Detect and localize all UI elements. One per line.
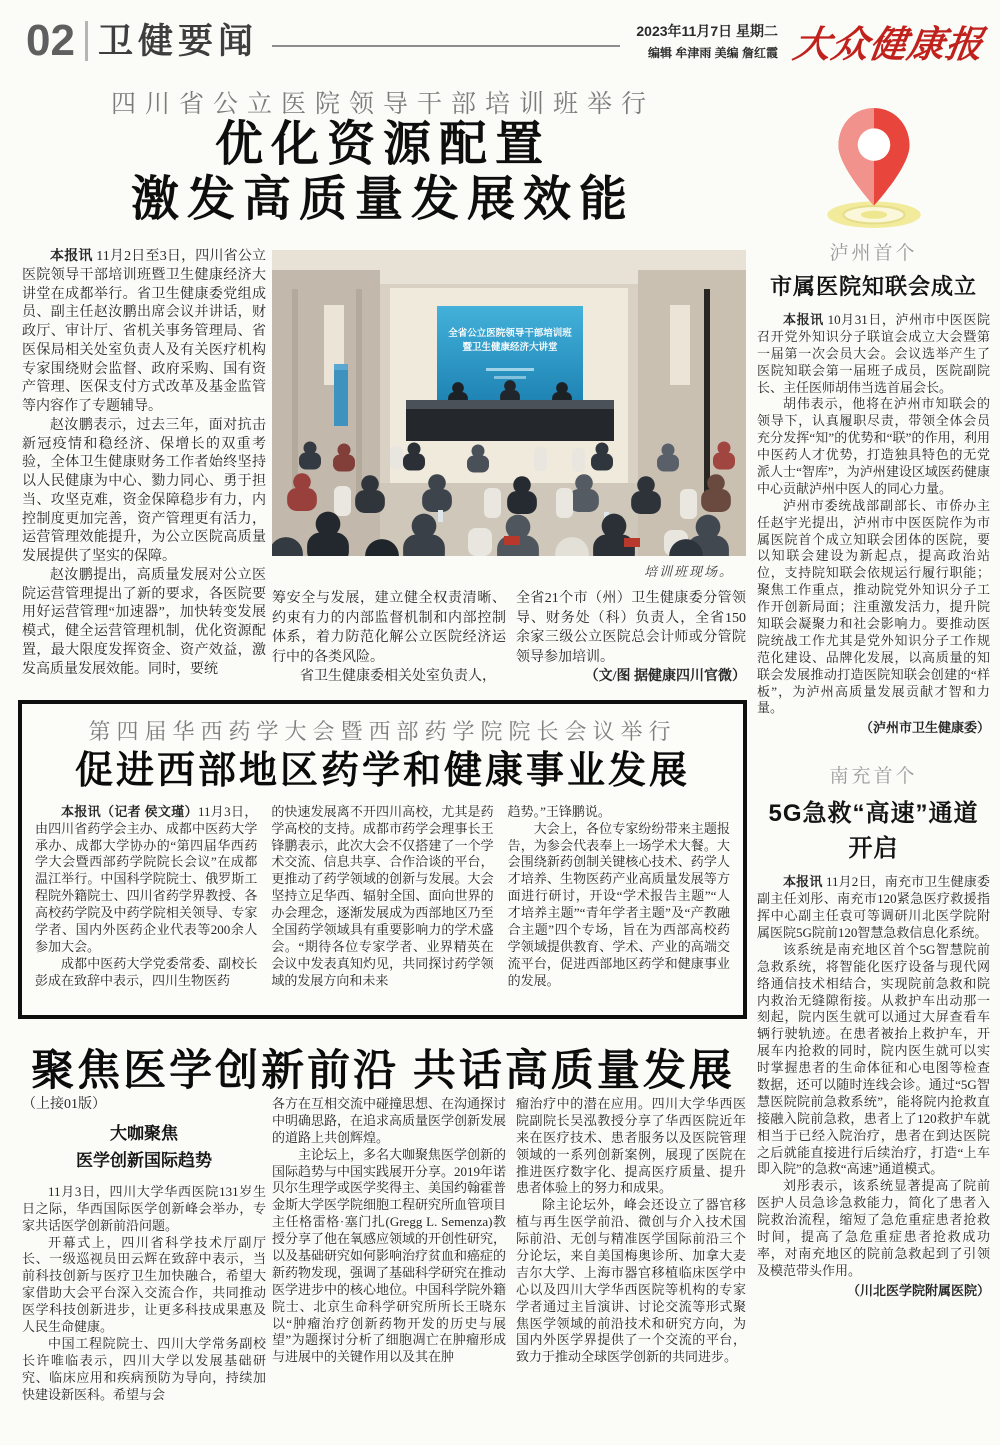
- continued-from-note: （上接01版）: [22, 1097, 106, 1112]
- article1-headline-line2: 激发高质量发展效能: [130, 172, 635, 226]
- editors-line: 编辑 牟津雨 美编 詹红霞: [647, 46, 778, 60]
- paragraph: 刘彤表示，该系统显著提高了院前医护人员急诊急救能力，简化了患者入院救治流程，缩短了急危重症患者抢救时间，提高了急危重症患者抢救成功率，对南充地区的院前急救起到了引领及模范带头作用。: [757, 1178, 990, 1278]
- conference-room-scene: [272, 250, 746, 556]
- page-number: 02: [26, 16, 75, 65]
- dateline: 本报讯: [50, 249, 97, 264]
- paragraph: 开幕式上，四川省科学技术厅副厅长、一级巡视员田云辉在致辞中表示，当前科技创新与医疗卫生加快融合，希望大家借助大会平台深入交流合作，共同推动医学科技创新进步，让更多科技成果惠及人民生命健康。: [22, 1234, 266, 1334]
- photo-banner-line2: 暨卫生健康经济大讲堂: [462, 343, 558, 353]
- header-divider: [85, 21, 88, 61]
- article2-kicker: 第四届华西药学大会暨西部药学院院长会议举行: [88, 719, 677, 744]
- paragraph: 泸州市委统战部副部长、市侨办主任赵宇光提出，泸州市中医医院作为市属医院首个成立知联会团体的医院，要以知联会建设为新起点，提高政治站位，支持院知联会依规运行履行职能；聚焦工作重点，推动院党外知识分子工作开创新局面；注重激发活力，提升院知联会凝聚力和社会影响力。要推动医院统战工作尤其是党外知识分子工作规范化建设、品牌化发展，以高质量的知联会发展推动打造医院知联会创建的“样板”，为泸州高质量发展贡献才智和力量。: [757, 497, 990, 716]
- paragraph: 趋势。”王锋鹏说。: [507, 803, 611, 819]
- article1-headline: [20, 118, 746, 227]
- sidebar2-body: [757, 874, 990, 1299]
- paragraph: 赵汝鹏提出，高质量发展对公立医院运营管理提出了新的要求，各医院要用好运营管理“加速器”，加快转变发展模式，健全运营管理机制，优化资源配置，最大限度发挥资金、资产效益，激发高质量发展效能。同时，要统: [22, 567, 266, 677]
- article3-column-1: [22, 1096, 266, 1445]
- dateline: 本报讯: [783, 312, 828, 327]
- article2-box: [18, 700, 747, 1019]
- dateline: 本报讯: [783, 874, 826, 890]
- article2-headline: 促进西部地区药学和健康事业发展: [74, 750, 690, 792]
- header-rule: [272, 45, 620, 47]
- article3-headline: 聚焦医学创新前沿 共话高质量发展: [31, 1048, 735, 1095]
- sidebar1-body: [757, 312, 990, 737]
- article2-column-1: [35, 804, 257, 1004]
- sidebar2-kicker: 南充首个: [829, 766, 918, 788]
- paragraph: 各方在互相交流中碰撞思想、在沟通探讨中明确思路，在追求高质量医学创新发展的道路上共创辉煌。: [272, 1096, 506, 1145]
- paragraph: 该系统是南充地区首个5G智慧院前急救系统，将智能化医疗设备与现代网络通信技术相结合，实现院前急救和院内救治无缝隙衔接。从救护车出动那一刻起，院内医生就可以通过大屏查看车辆行驶轨迹。在患者被抬上救护车，开展车内抢救的同时，院内医生就可以实时掌握患者的生命体征和心电图等检查数据，还可以随时连线会诊。通过“5G智慧医院院前急救系统”，能将院内抢救直接融入院前急救，患者上了120救护车就相当于已经入院治疗，患者在到达医院之后就能直接进行后续治疗，打造“上车即入院”的急救“高速”通道模式。: [757, 941, 990, 1177]
- sidebar1-kicker: 泸州首个: [829, 243, 918, 264]
- paragraph: 成都中医药大学党委常委、副校长彭成在致辞中表示，四川生物医药: [35, 955, 258, 988]
- paragraph: 除主论坛外，峰会还设立了器官移植与再生医学前沿、微创与介入技术国际前沿、无创与精准医学国际前沿三个分论坛，来自美国梅奥诊所、加拿大麦吉尔大学、上海市器官移植临床医学中心以及四川大学华西医院等机构的专家学者通过主旨演讲、讨论交流等形式聚焦医学领域的前沿技术和研究方向，为国内外医学界提供了一个交流的平台，致力于推动全球医学创新的共同进步。: [516, 1197, 746, 1365]
- sidebar1-attribution: （泸州市卫生健康委）: [859, 720, 990, 736]
- sidebar2-attribution: （川北医学院附属医院）: [846, 1282, 990, 1298]
- paragraph: 省卫生健康委相关处室负责人，: [300, 669, 496, 685]
- issue-date: 2023年11月7日 星期二: [636, 23, 778, 39]
- paragraph: 中国工程院院士、四川大学常务副校长许唯临表示，四川大学以发展基础研究、临床应用和疾病预防为导向，持续加快建设新医科。希望与会: [22, 1335, 266, 1402]
- paragraph: 主论坛上，多名大咖聚焦医学创新的国际趋势与中国实践展开分享。2019年诺贝尔生理学或医学奖得主、美国约翰霍普金斯大学医学院细胞工程研究所血管项目主任格雷格·塞门扎(Gregg L. Semenza)教授分享了他在氧感应领域的开创性研究，以及基础研究如何影响治疗贫血和癌症的新药物发现，强调了基础科学研究在推动医学进步中的核心地位。中国科学院外籍院士、北京生命科学研究所所长王晓东以“肿瘤治疗创新药物开发的历史与展望”为题探讨分析了细胞凋亡在肿瘤形成与进展中的关键作用以及其在肿: [272, 1146, 506, 1365]
- sidebar: [757, 100, 990, 1300]
- article2-column-3: [508, 804, 730, 1004]
- paragraph: 本报讯 11月2日至3日，四川省公立医院领导干部培训班暨卫生健康经济大讲堂在成都举行。省卫生健康委党组成员、副主任赵汝鹏出席会议并讲话，财政厅、审计厅、省机关事务管理局、省医保局相关处室负责人及有关医疗机构专家围绕财会监督、政府采购、国有资产管理、医保支付方式改革及基金监管等内容作了专题辅导。: [22, 249, 266, 414]
- article1-column-3: [516, 589, 746, 697]
- sidebar-illustration: [757, 100, 990, 238]
- sidebar2-headline: 5G急救“高速”通道开启: [768, 800, 979, 863]
- paragraph: 本报讯（记者 侯文瑾）11月3日，由四川省药学会主办、成都中医药大学承办、成都大学协办的“第四届华西药学大会暨西部药学院院长会议”在成都温江举行。中国科学院院士、俄罗斯工程院外籍院士、四川省药学界教授、各高校药学院及中药学院相关领导、专家学者、国内外医药企业代表等200余人参加大会。: [35, 803, 258, 954]
- photo-caption: 培训班现场。: [643, 564, 734, 579]
- article1-column-1: [22, 248, 266, 697]
- paragraph: 的快速发展离不开四川高校，尤其是药学高校的支持。成都市药学会理事长王锋鹏表示，此次大会不仅搭建了一个学术交流、信息共享、合作洽谈的平台，更推动了药学领域的创新与发展。大会坚持立足华西、辐射全国、面向世界的办会理念，逐渐发展成为西部地区乃至全国药学领域具有重要影响力的学术盛会。“期待各位专家学者、业界精英在会议中发表真知灼见，共同探讨药学领域的发展方向和未来: [271, 803, 494, 988]
- paragraph: 11月3日，四川大学华西医院131岁生日之际，华西国际医学创新峰会举办，专家共话医学创新前沿问题。: [22, 1183, 266, 1233]
- paragraph: 本报讯 10月31日，泸州市中医医院召开党外知识分子联谊会成立大会暨第一届第一次会员大会。会议选举产生了医院知联会第一届班子成员，医院副院长、主任医师胡伟当选首届会长。: [757, 312, 990, 395]
- paragraph: 瘤治疗中的潜在应用。四川大学华西医院副院长吴泓教授分享了华西医院近年来在医疗技术、患者服务以及医院管理领域的一系列创新案例，展现了医院在推进医疗数字化、提高医疗质量、提升患者体验上的努力和成果。: [516, 1096, 746, 1196]
- section-title: 卫健要闻: [97, 21, 258, 61]
- sidebar-article-2: [757, 761, 990, 1299]
- page-header: [26, 12, 987, 70]
- masthead-logo: 大众健康报: [790, 25, 987, 66]
- sidebar-article-1: [757, 238, 990, 737]
- location-pin-icon: [811, 100, 937, 232]
- photo-banner-line1: 全省公立医院领导干部培训班: [448, 329, 572, 339]
- article2-column-2: [271, 804, 493, 1004]
- article1-column-2: [272, 589, 506, 697]
- paragraph: 筹安全与发展，建立健全权责清晰、约束有力的内部监督机制和内部控制体系，着力防范化解公立医院经济运行中的各类风险。: [272, 591, 506, 665]
- issue-meta: [636, 21, 778, 61]
- article2-columns: [22, 793, 743, 1004]
- article1-byline: （文/图 据健康四川官微）: [584, 669, 746, 685]
- conference-photo: [272, 250, 746, 556]
- paragraph: 全省21个市（州）卫生健康委分管领导、财务处（科）负责人，全省150余家三级公立医院总会计师或分管院领导参加培训。: [516, 591, 746, 665]
- paragraph: 赵汝鹏表示，过去三年，面对抗击新冠疫情和稳经济、保增长的双重考验，全体卫生健康财务工作者始终坚持以人民健康为中心、勠力同心、勇于担当、攻坚克难，资金保障稳步有力，内控制度更加完善，资产管理更有活力，运营管理效能提升，为公立医院高质量发展提供了坚实的保障。: [22, 417, 266, 564]
- article1-headline-line1: 优化资源配置: [214, 118, 551, 171]
- paragraph: 大会上，各位专家纷纷带来主题报告，为参会代表奉上一场学术大餐。大会围绕新药创制关键核心技术、药学人才培养、生物医药产业高质量发展等方面进行研讨，开设“学术报告主题”“人才培养主题”“青年学者主题”及“产教融合主题”四个专场，旨在为西部高校药学领域提供教育、学术、产业的高端交流平台，促进西部地区药学和健康事业的发展。: [507, 820, 730, 988]
- paragraph: 胡伟表示，他将在泸州市知联会的领导下，认真履职尽责，带领全体会员充分发挥“知”的优势和“联”的作用，利用中医药人才优势，打造独具特色的无党派人士“智库”，为泸州建设区域医药健康中心贡献泸州中医人的同心力量。: [757, 396, 990, 496]
- article1-kicker: 四川省公立医院领导干部培训班举行: [110, 90, 655, 118]
- dateline: 本报讯（记者 侯文瑾）: [61, 803, 198, 819]
- article3-subhead: 大咖聚焦 医学创新国际趋势: [76, 1124, 212, 1170]
- article3-column-2: [272, 1096, 506, 1445]
- article3-column-3: [516, 1096, 746, 1445]
- sidebar1-headline: 市属医院知联会成立: [769, 274, 977, 299]
- paragraph: 本报讯 11月2日，南充市卫生健康委副主任刘彤、南充市120紧急医疗救援指挥中心副主任袁可等调研川北医学院附属医院5G院前120智慧急救信息化系统。: [757, 874, 990, 940]
